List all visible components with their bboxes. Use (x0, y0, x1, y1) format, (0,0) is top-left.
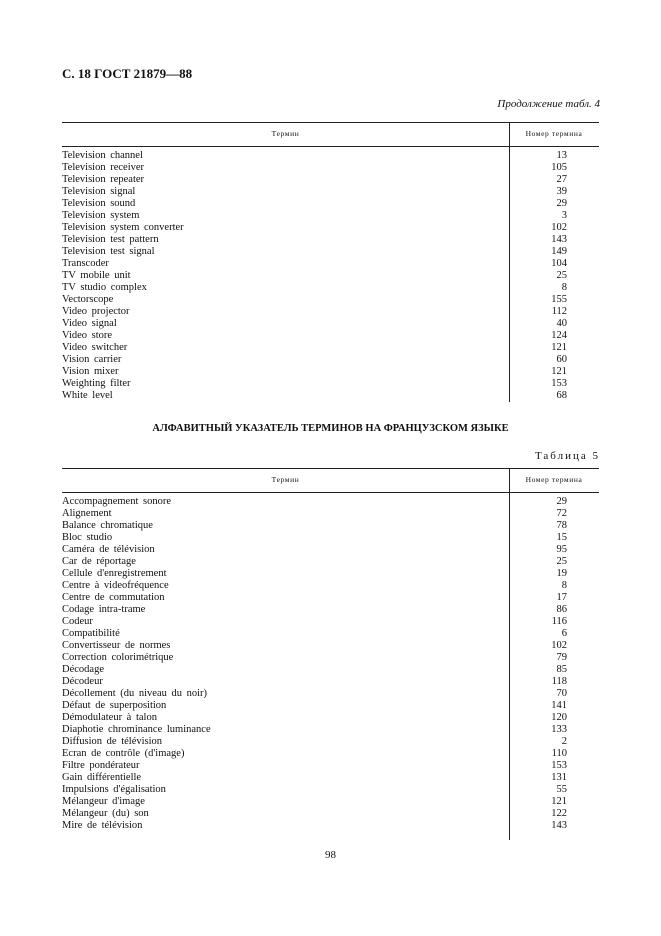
term-cell: TV studio complex (62, 282, 147, 293)
table-row (62, 688, 599, 700)
term-number-cell: 121 (551, 796, 567, 807)
term-cell: Convertisseur de normes (62, 640, 171, 651)
term-number-cell: 17 (556, 592, 567, 603)
term-number-cell: 25 (556, 270, 567, 281)
section-title: АЛФАВИТНЫЙ УКАЗАТЕЛЬ ТЕРМИНОВ НА ФРАНЦУЗСКОМ ЯЗЫКЕ (152, 423, 509, 434)
term-number-cell: 149 (551, 246, 567, 257)
table-row (62, 198, 599, 210)
table-5-col-number: Номер термина (525, 475, 583, 484)
table-row (62, 246, 599, 258)
term-cell: Television receiver (62, 162, 145, 173)
term-number-cell: 143 (551, 234, 567, 245)
table-row (62, 258, 599, 270)
term-number-cell: 25 (556, 556, 567, 567)
table-row (62, 772, 599, 784)
term-number-cell: 153 (551, 760, 567, 771)
term-number-cell: 40 (556, 318, 567, 329)
term-cell: Vision mixer (62, 366, 119, 377)
table-5-col-term: Термин (271, 475, 300, 484)
term-cell: Accompagnement sonore (62, 496, 172, 507)
table-row (62, 652, 599, 664)
term-number-cell: 116 (551, 616, 567, 627)
term-number-cell: 70 (556, 688, 567, 699)
term-number-cell: 124 (551, 330, 567, 341)
term-cell: Diaphotie chrominance luminance (62, 724, 211, 735)
term-cell: Bloc studio (62, 532, 113, 543)
term-number-cell: 110 (551, 748, 567, 759)
table-row (62, 390, 599, 402)
term-cell: Television test pattern (62, 234, 159, 245)
term-number-cell: 105 (551, 162, 567, 173)
term-cell: Car de réportage (62, 556, 136, 567)
term-cell: Vectorscope (62, 294, 114, 305)
table5-label: Таблица 5 (534, 450, 600, 462)
table-row (62, 748, 599, 760)
term-number-cell: 29 (556, 198, 567, 209)
term-number-cell: 118 (551, 676, 567, 687)
table-row (62, 712, 599, 724)
term-cell: Television sound (62, 198, 136, 209)
table-row (62, 210, 599, 222)
term-number-cell: 15 (556, 532, 567, 543)
term-cell: Décollement (du niveau du noir) (62, 688, 208, 699)
term-number-cell: 112 (551, 306, 567, 317)
table-row (62, 616, 599, 628)
term-cell: Codeur (62, 616, 93, 627)
term-number-cell: 155 (551, 294, 567, 305)
term-number-cell: 29 (556, 496, 567, 507)
table-row (62, 820, 599, 832)
term-number-cell: 153 (551, 378, 567, 389)
term-cell: Television system (62, 210, 140, 221)
table-row (62, 784, 599, 796)
table-row (62, 592, 599, 604)
table-4-col-term: Термин (271, 129, 300, 138)
table-5 (62, 468, 599, 832)
table-row (62, 556, 599, 568)
term-number-cell: 68 (556, 390, 567, 401)
table-row (62, 306, 599, 318)
term-cell: Video store (62, 330, 113, 341)
term-number-cell: 104 (551, 258, 567, 269)
term-number-cell: 141 (551, 700, 567, 711)
term-cell: Vision carrier (62, 354, 122, 365)
table-row (62, 354, 599, 366)
term-number-cell: 120 (551, 712, 567, 723)
table-row (62, 664, 599, 676)
term-cell: Television system converter (62, 222, 184, 233)
term-cell: Television channel (62, 150, 143, 161)
table-row (62, 580, 599, 592)
table-row (62, 532, 599, 544)
term-number-cell: 143 (551, 820, 567, 831)
term-cell: Video signal (62, 318, 117, 329)
table-5-header (62, 468, 599, 493)
term-number-cell: 27 (556, 174, 567, 185)
table-row (62, 640, 599, 652)
table-row (62, 186, 599, 198)
term-number-cell: 121 (551, 366, 567, 377)
table-row (62, 676, 599, 688)
term-number-cell: 121 (551, 342, 567, 353)
term-cell: Diffusion de télévision (62, 736, 163, 747)
table-row (62, 736, 599, 748)
table-row (62, 378, 599, 390)
term-number-cell: 3 (561, 210, 567, 221)
term-cell: Television signal (62, 186, 136, 197)
term-cell: Cellule d'enregistrement (62, 568, 167, 579)
term-number-cell: 60 (556, 354, 567, 365)
table-row (62, 568, 599, 580)
table-4 (62, 122, 599, 402)
term-number-cell: 122 (551, 808, 567, 819)
term-cell: White level (62, 390, 113, 401)
table-row (62, 342, 599, 354)
table-row (62, 330, 599, 342)
table-row (62, 270, 599, 282)
term-cell: Impulsions d'égalisation (62, 784, 166, 795)
table4-caption: Продолжение табл. 4 (497, 98, 600, 110)
table-row (62, 174, 599, 186)
table-4-header (62, 122, 599, 147)
term-number-cell: 6 (561, 628, 567, 639)
term-cell: Caméra de télévision (62, 544, 155, 555)
term-cell: Weighting filter (62, 378, 131, 389)
table-row (62, 544, 599, 556)
table-4-body (62, 147, 599, 402)
table-4-col-number: Номер термина (525, 129, 583, 138)
term-number-cell: 102 (551, 222, 567, 233)
page-number: 98 (325, 849, 336, 861)
term-cell: TV mobile unit (62, 270, 131, 281)
table-row (62, 508, 599, 520)
term-cell: Filtre pondérateur (62, 760, 140, 771)
term-number-cell: 102 (551, 640, 567, 651)
table-row (62, 282, 599, 294)
table-row (62, 234, 599, 246)
term-cell: Alignement (62, 508, 112, 519)
table-row (62, 496, 599, 508)
term-number-cell: 86 (556, 604, 567, 615)
term-number-cell: 8 (561, 580, 567, 591)
term-number-cell: 8 (561, 282, 567, 293)
table-5-body (62, 493, 599, 832)
term-cell: Gain différentielle (62, 772, 142, 783)
term-cell: Démodulateur à talon (62, 712, 157, 723)
table-row (62, 222, 599, 234)
term-cell: Balance chromatique (62, 520, 153, 531)
table-row (62, 796, 599, 808)
term-number-cell: 72 (556, 508, 567, 519)
term-cell: Mire de télévision (62, 820, 143, 831)
page-header: С. 18 ГОСТ 21879—88 (62, 66, 193, 81)
term-number-cell: 19 (556, 568, 567, 579)
term-cell: Television test signal (62, 246, 155, 257)
table-row (62, 724, 599, 736)
term-cell: Transcoder (62, 258, 109, 269)
term-cell: Codage intra-trame (62, 604, 146, 615)
term-cell: Centre à videofréquence (62, 580, 169, 591)
term-cell: Compatibilité (62, 628, 120, 639)
term-number-cell: 95 (556, 544, 567, 555)
table-row (62, 162, 599, 174)
term-cell: Video projector (62, 306, 130, 317)
table-row (62, 520, 599, 532)
table-row (62, 760, 599, 772)
term-number-cell: 13 (556, 150, 567, 161)
table-row (62, 366, 599, 378)
table-row (62, 808, 599, 820)
table-row (62, 294, 599, 306)
term-number-cell: 78 (556, 520, 567, 531)
term-number-cell: 55 (556, 784, 567, 795)
term-cell: Centre de commutation (62, 592, 165, 603)
term-cell: Ecran de contrôle (d'image) (62, 748, 185, 759)
term-cell: Mélangeur d'image (62, 796, 145, 807)
term-cell: Television repeater (62, 174, 145, 185)
table-row (62, 150, 599, 162)
table-row (62, 700, 599, 712)
term-number-cell: 85 (556, 664, 567, 675)
term-number-cell: 39 (556, 186, 567, 197)
term-cell: Mélangeur (du) son (62, 808, 149, 819)
term-cell: Décodage (62, 664, 104, 675)
table-row (62, 628, 599, 640)
term-cell: Décodeur (62, 676, 103, 687)
term-cell: Video switcher (62, 342, 128, 353)
term-number-cell: 133 (551, 724, 567, 735)
term-number-cell: 131 (551, 772, 567, 783)
table-row (62, 604, 599, 616)
table-row (62, 318, 599, 330)
term-cell: Correction colorimétrique (62, 652, 174, 663)
term-number-cell: 2 (561, 736, 567, 747)
term-cell: Défaut de superposition (62, 700, 167, 711)
term-number-cell: 79 (556, 652, 567, 663)
